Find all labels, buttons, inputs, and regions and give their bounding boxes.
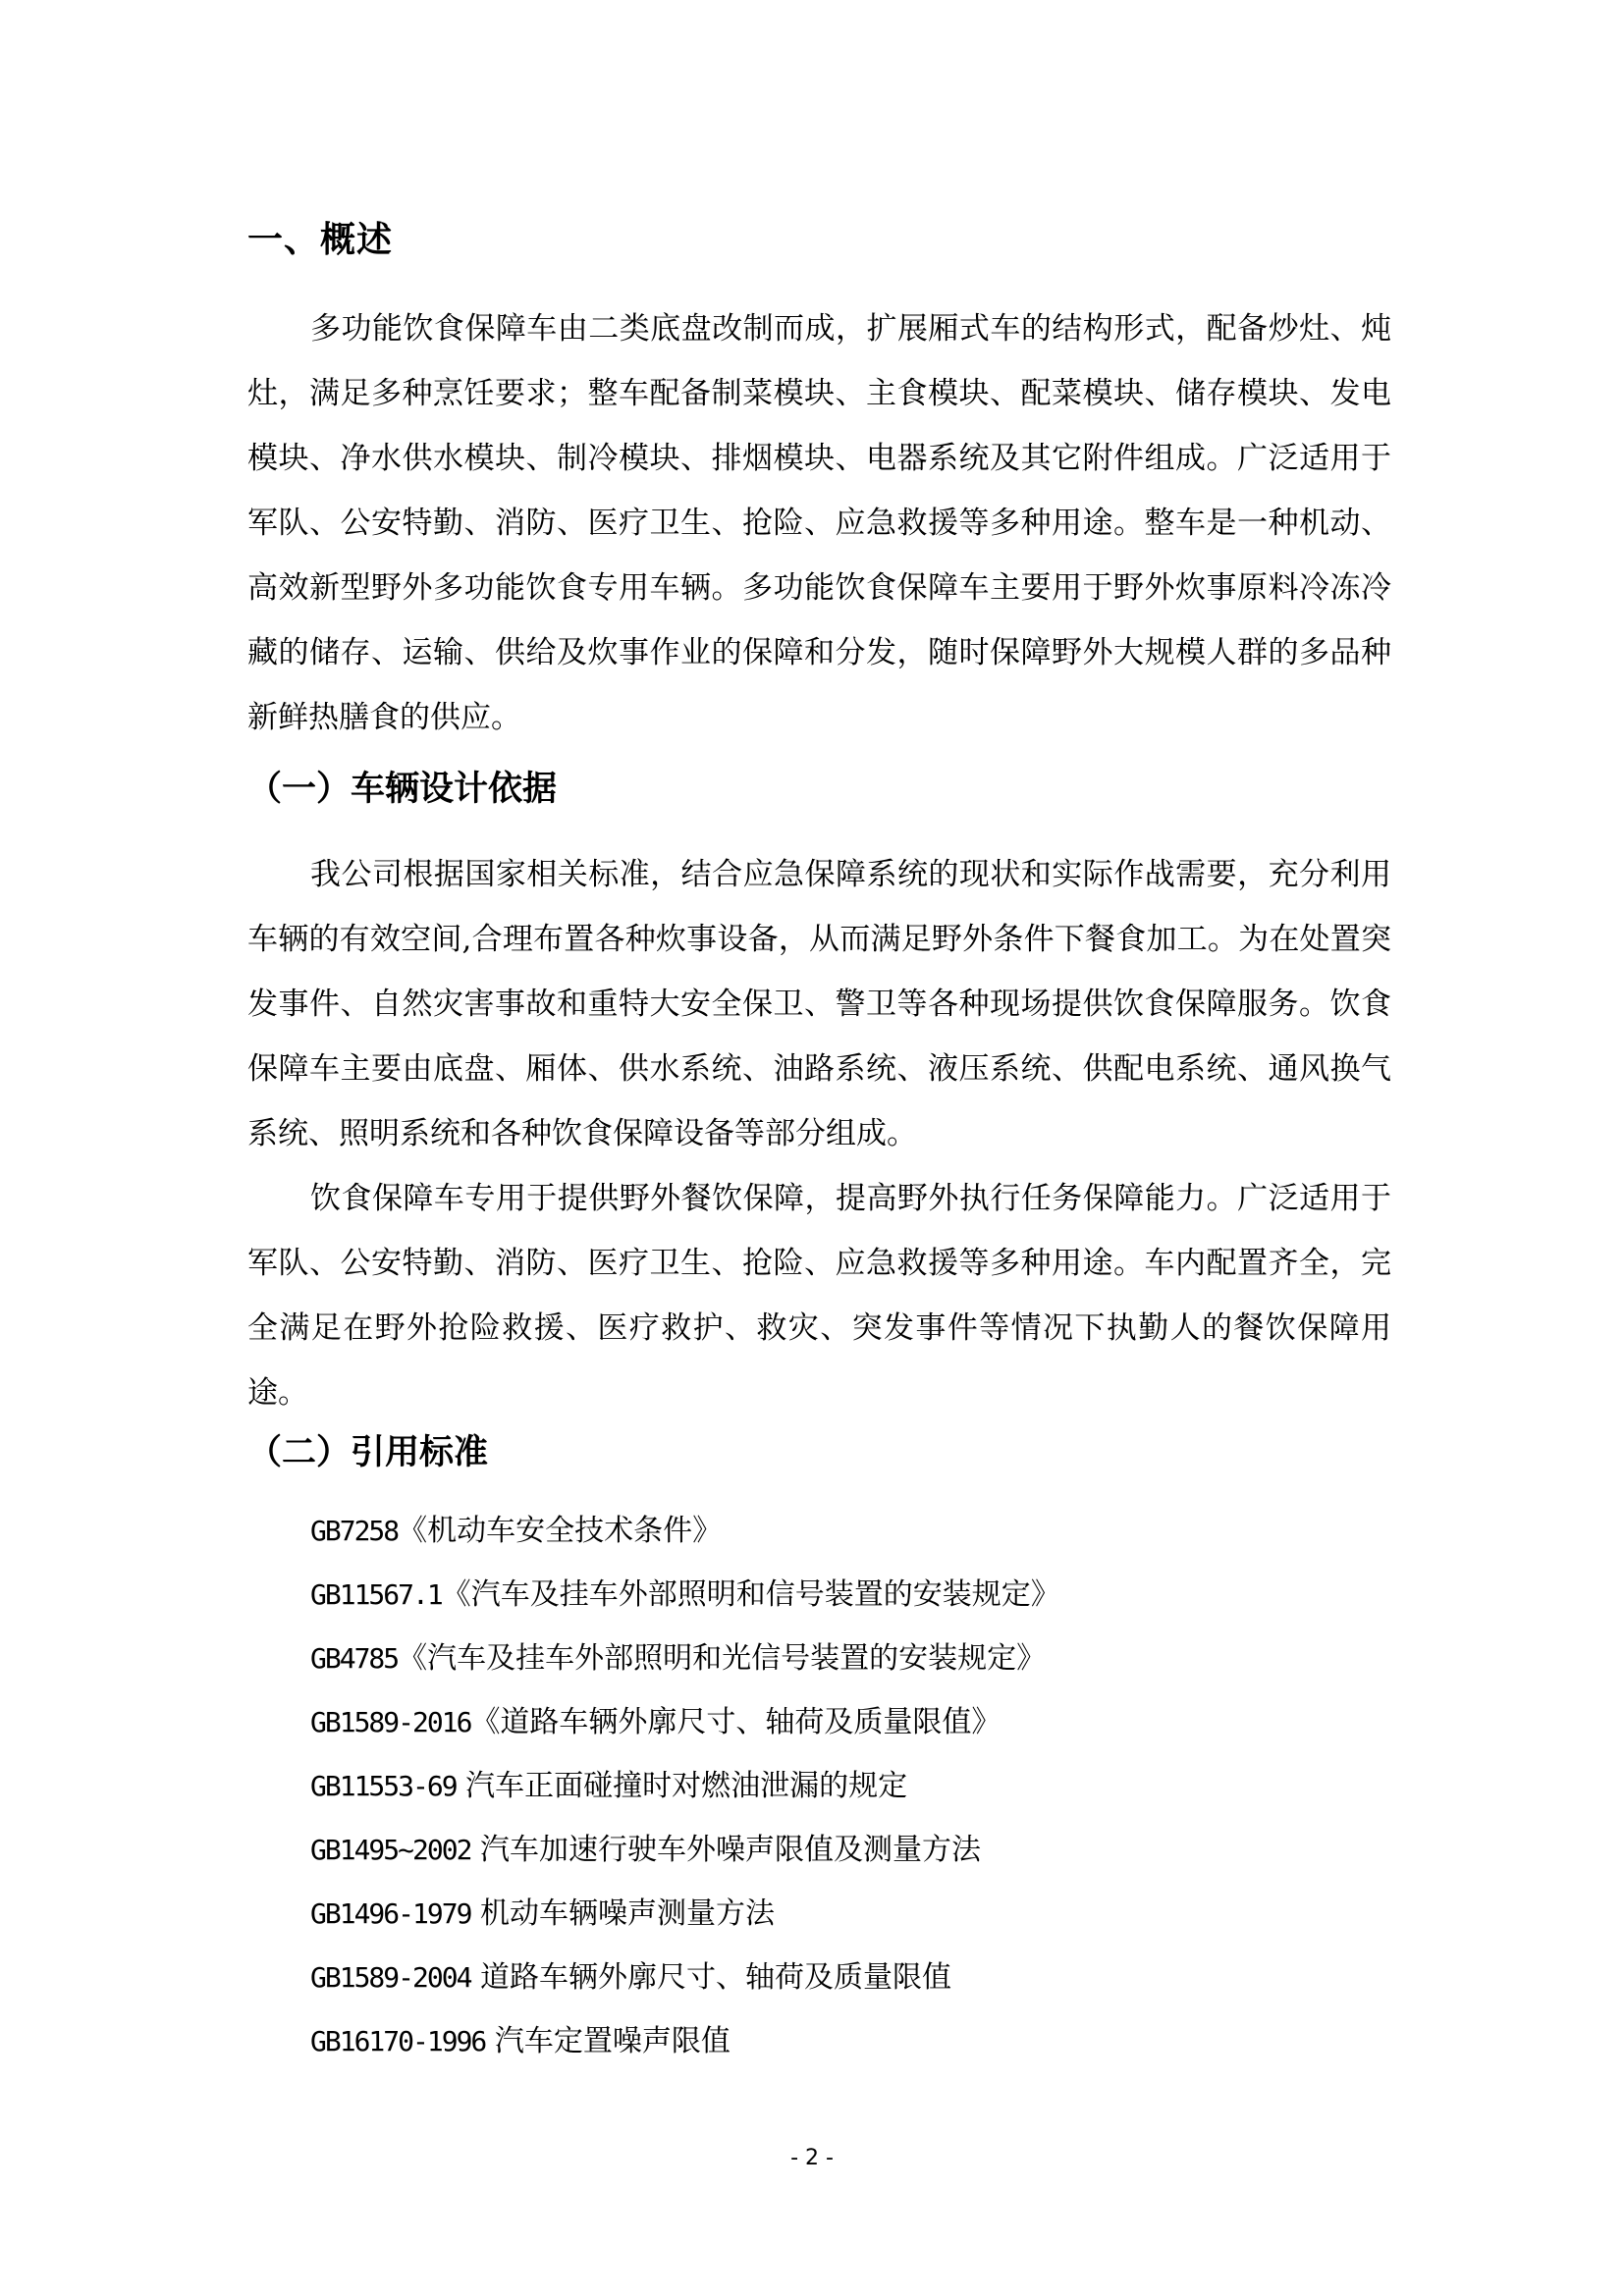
standard-name: 《汽车及挂车外部照明和光信号装置的安装规定》 xyxy=(398,1641,1047,1676)
subsection-heading-design-basis: （一）车辆设计依据 xyxy=(247,770,558,809)
standard-item xyxy=(310,1701,1001,1744)
standard-name: 《道路车辆外廓尺寸、轴荷及质量限值》 xyxy=(470,1705,1001,1739)
standard-code: GB11567.1 xyxy=(310,1578,442,1611)
standard-code: GB7258 xyxy=(310,1515,399,1547)
standard-item xyxy=(310,1574,1060,1617)
page-number: - 2 - xyxy=(790,2146,834,2170)
standard-name: 汽车加速行驶车外噪声限值及测量方法 xyxy=(479,1833,981,1867)
standard-item xyxy=(310,1637,1046,1681)
design-basis-paragraph-2: 饮食保障车专用于提供野外餐饮保障，提高野外执行任务保障能力。广泛适用于军队、公安特勤、消防、医疗卫生、抢险、应急救援等多种用途。车内配置齐全，完全满足在野外抢险救援、医疗救护、救灾、突发事件等情况下执勤人的餐饮保障用途。 xyxy=(247,1181,1391,1411)
standard-item xyxy=(310,1829,981,1872)
standard-item xyxy=(310,2020,731,2063)
standard-item xyxy=(310,1765,907,1808)
standard-name: 《机动车安全技术条件》 xyxy=(398,1514,723,1548)
subsection-heading-referenced-standards: （二）引用标准 xyxy=(247,1433,489,1472)
standard-item xyxy=(310,1510,722,1553)
standard-name: 机动车辆噪声测量方法 xyxy=(479,1896,775,1931)
standard-code: GB1496-1979 xyxy=(310,1897,471,1930)
overview-paragraph: 多功能饮食保障车由二类底盘改制而成，扩展厢式车的结构形式，配备炒灶、炖灶，满足多种烹饪要求；整车配备制菜模块、主食模块、配菜模块、储存模块、发电模块、净水供水模块、制冷模块、排烟模块、电器系统及其它附件组成。广泛适用于军队、公安特勤、消防、医疗卫生、抢险、应急救援等多种用途。整车是一种机动、高效新型野外多功能饮食专用车辆。多功能饮食保障车主要用于野外炊事原料冷冻冷藏的储存、运输、供给及炊事作业的保障和分发，随时保障野外大规模人群的多品种新鲜热膳食的供应。 xyxy=(247,311,1391,735)
section-heading-overview: 一、概述 xyxy=(247,220,394,260)
standard-item xyxy=(310,1956,951,2000)
standard-code: GB1589-2016 xyxy=(310,1706,471,1738)
standard-code: GB1589-2004 xyxy=(310,1961,471,1994)
standard-item xyxy=(310,1893,775,1936)
standard-code: GB1495~2002 xyxy=(310,1834,471,1866)
standard-name: 汽车正面碰撞时对燃油泄漏的规定 xyxy=(465,1769,908,1803)
standard-code: GB11553-69 xyxy=(310,1770,457,1802)
standard-code: GB16170-1996 xyxy=(310,2025,486,2057)
standard-name: 《汽车及挂车外部照明和信号装置的安装规定》 xyxy=(441,1577,1060,1612)
standard-name: 汽车定置噪声限值 xyxy=(494,2024,731,2058)
standard-name: 道路车辆外廓尺寸、轴荷及质量限值 xyxy=(479,1960,951,1995)
design-basis-paragraph-1: 我公司根据国家相关标准，结合应急保障系统的现状和实际作战需要，充分利用车辆的有效空间,合理布置各种炊事设备，从而满足野外条件下餐食加工。为在处置突发事件、自然灾害事故和重特大安全保卫、警卫等各种现场提供饮食保障服务。饮食保障车主要由底盘、厢体、供水系统、油路系统、液压系统、供配电系统、通风换气系统、照明系统和各种饮食保障设备等部分组成。 xyxy=(247,857,1391,1151)
standard-code: GB4785 xyxy=(310,1642,399,1675)
